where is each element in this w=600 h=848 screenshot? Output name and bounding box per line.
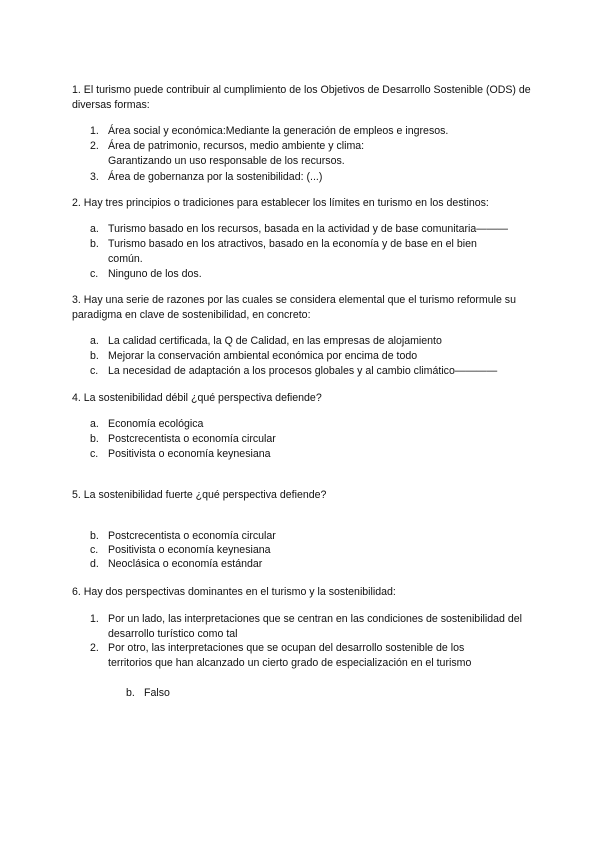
option-marker: c.: [90, 365, 99, 377]
option-marker: a.: [90, 223, 99, 235]
option-text: Mejorar la conservación ambiental económica por encima de todo: [108, 350, 418, 362]
question-2-stem: 2. Hay tres principios o tradiciones para establecer los límites en turismo en los destinos:: [72, 197, 489, 209]
option-text: Positivista o economía keynesiana: [108, 448, 271, 460]
option-marker: a.: [90, 335, 99, 347]
option-marker: b.: [90, 530, 99, 542]
option-marker: b.: [90, 350, 99, 362]
option-marker: b.: [90, 238, 99, 250]
option-text: Área social y económica:Mediante la generación de empleos e ingresos.: [108, 125, 449, 137]
option-text: Falso: [144, 687, 170, 699]
option-marker: c.: [90, 448, 99, 460]
option-marker: 1.: [90, 613, 99, 625]
option-marker: b.: [90, 433, 99, 445]
option-text: Área de gobernanza por la sostenibilidad: (...): [108, 171, 323, 183]
option-text: Área de patrimonio, recursos, medio ambiente y clima: Garantizando un uso responsable de los recursos.: [108, 140, 365, 167]
option-text: Neoclásica o economía estándar: [108, 558, 263, 570]
question-5-stem: 5. La sostenibilidad fuerte ¿qué perspectiva defiende?: [72, 489, 327, 501]
option-marker: b.: [126, 687, 135, 699]
option-text: Por otro, las interpretaciones que se ocupan del desarrollo sostenible de los territorios que han alcanzado un cierto grado de especialización en el turismo: [108, 642, 472, 669]
option-text: Positivista o economía keynesiana: [108, 544, 271, 556]
question-6-stem: 6. Hay dos perspectivas dominantes en el turismo y la sostenibilidad:: [72, 586, 396, 598]
option-text: Postcrecentista o economía circular: [108, 433, 276, 445]
question-4-stem: 4. La sostenibilidad débil ¿qué perspectiva defiende?: [72, 392, 322, 404]
option-marker: 2.: [90, 642, 99, 654]
question-1-stem: 1. El turismo puede contribuir al cumplimiento de los Objetivos de Desarrollo Sostenible (ODS) de diversas formas:: [72, 84, 531, 111]
option-marker: c.: [90, 268, 99, 280]
option-marker: 3.: [90, 171, 99, 183]
option-text: Turismo basado en los recursos, basada en la actividad y de base comunitaria———: [108, 223, 509, 235]
option-marker: 2.: [90, 140, 99, 152]
option-text: La necesidad de adaptación a los procesos globales y al cambio climático————: [108, 365, 498, 377]
option-marker: 1.: [90, 125, 99, 137]
option-text: Ninguno de los dos.: [108, 268, 202, 280]
option-text: La calidad certificada, la Q de Calidad, en las empresas de alojamiento: [108, 335, 442, 347]
question-3-stem: 3. Hay una serie de razones por las cuales se considera elemental que el turismo reformule su paradigma en clave de sostenibilidad, en concreto:: [72, 294, 516, 321]
option-marker: a.: [90, 418, 99, 430]
option-text: Economía ecológica: [108, 418, 204, 430]
option-text: Por un lado, las interpretaciones que se centran en las condiciones de sostenibilidad del desarrollo turístico como tal: [108, 613, 523, 640]
option-marker: d.: [90, 558, 99, 570]
option-text: Turismo basado en los atractivos, basado en la economía y de base en el bien común.: [108, 238, 477, 265]
option-marker: c.: [90, 544, 99, 556]
option-text: Postcrecentista o economía circular: [108, 530, 276, 542]
